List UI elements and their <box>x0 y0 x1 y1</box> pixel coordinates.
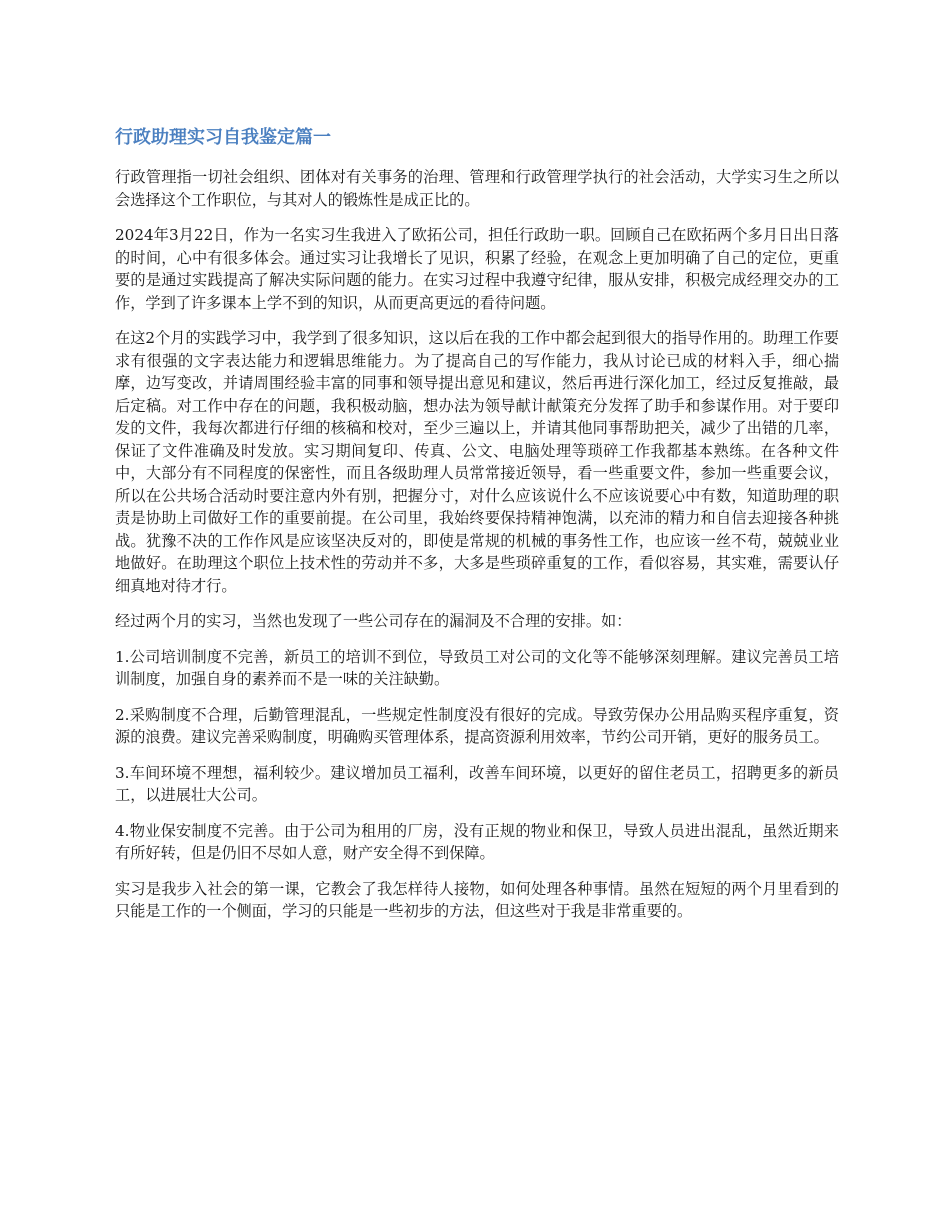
document-page <box>115 124 839 936</box>
paragraph-internship-start: 2024年3月22日，作为一名实习生我进入了欧拓公司，担任行政助一职。回顾自己在欧拓两个多月日出日落的时间，心中有很多体会。通过实习让我增长了见识，积累了经验，在观念上更加明确了自己的定位，更重要的是通过实践提高了解决实际问题的能力。在实习过程中我遵守纪律，服从安排，积极完成经理交办的工作，学到了许多课本上学不到的知识，从而更高更远的看待问题。 <box>115 226 839 312</box>
paragraph-learning: 在这2个月的实践学习中，我学到了很多知识，这以后在我的工作中都会起到很大的指导作用的。助理工作要求有很强的文字表达能力和逻辑思维能力。为了提高自己的写作能力，我从讨论已成的材料入手，细心揣摩，边写变改，并请周围经验丰富的同事和领导提出意见和建议，然后再进行深化加工，经过反复推敲，最后定稿。对工作中存在的问题，我积极动脑，想办法为领导献计献策充分发挥了助手和参谋作用。对于要印发的文件，我每次都进行仔细的核稿和校对，至少三遍以上，并请其他同事帮助把关，减少了出错的几率，保证了文件准确及时发放。实习期间复印、传真、公文、电脑处理等琐碎工作我都基本熟练。在各种文件中，大部分有不同程度的保密性，而且各级助理人员常常接近领导，看一些重要文件，参加一些重要会议，所以在公共场合活动时要注意内外有别，把握分寸，对什么应该说什么不应该说要心中有数，知道助理的职责是协助上司做好工作的重要前提。在公司里，我始终要保持精神饱满，以充沛的精力和自信去迎接各种挑战。犹豫不决的工作作风是应该坚决反对的，即使是常规的机械的事务性工作，也应该一丝不苟，兢兢业业地做好。在助理这个职位上技术性的劳动并不多，大多是些琐碎重复的工作，看似容易，其实难，需要认仔细真地对待才行。 <box>115 329 839 595</box>
paragraph-conclusion: 实习是我步入社会的第一课，它教会了我怎样待人接物，如何处理各种事情。虽然在短短的两个月里看到的只能是工作的一个侧面，学习的只能是一些初步的方法，但这些对于我是非常重要的。 <box>115 879 839 920</box>
paragraph-issue-3: 3.车间环境不理想，福利较少。建议增加员工福利，改善车间环境，以更好的留住老员工，招聘更多的新员工，以进展壮大公司。 <box>115 763 839 804</box>
paragraph-issue-4: 4.物业保安制度不完善。由于公司为租用的厂房，没有正规的物业和保卫，导致人员进出混乱，虽然近期来有所好转，但是仍旧不尽如人意，财产安全得不到保障。 <box>115 821 839 862</box>
paragraph-intro: 行政管理指一切社会组织、团体对有关事务的治理、管理和行政管理学执行的社会活动，大学实习生之所以会选择这个工作职位，与其对人的锻炼性是成正比的。 <box>115 168 839 209</box>
paragraph-issue-1: 1.公司培训制度不完善，新员工的培训不到位，导致员工对公司的文化等不能够深刻理解。建议完善员工培训制度，加强自身的素养而不是一味的关注缺勤。 <box>115 647 839 688</box>
paragraph-issue-2: 2.采购制度不合理，后勤管理混乱，一些规定性制度没有很好的完成。导致劳保办公用品购买程序重复，资源的浪费。建议完善采购制度，明确购买管理体系，提高资源利用效率，节约公司开销，更好的服务员工。 <box>115 705 839 746</box>
paragraph-issues-intro: 经过两个月的实习，当然也发现了一些公司存在的漏洞及不合理的安排。如： <box>115 612 632 630</box>
document-title: 行政助理实习自我鉴定篇一 <box>115 127 331 148</box>
